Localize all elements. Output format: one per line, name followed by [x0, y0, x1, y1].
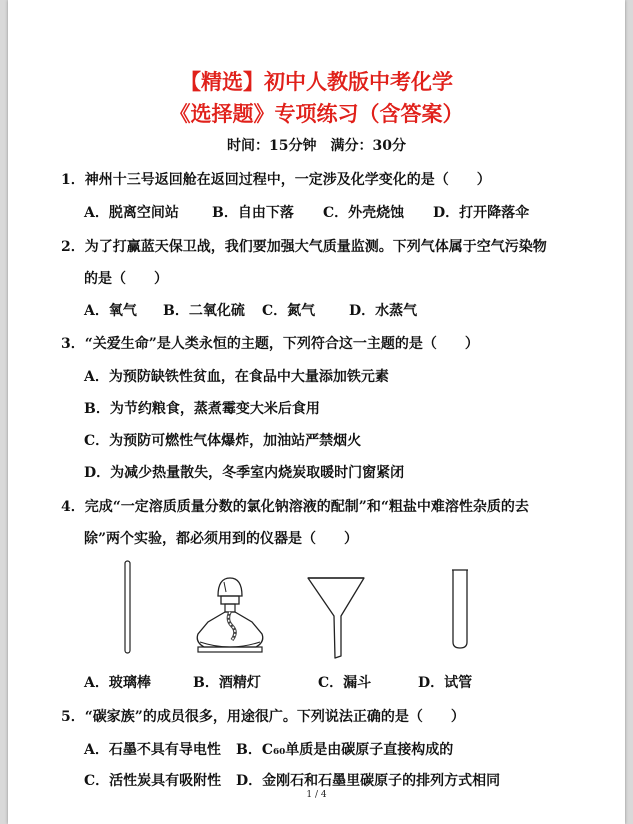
question-2-option-d: D．水蒸气 [349, 303, 418, 319]
question-4-option-b: B．酒精灯 [193, 675, 261, 691]
question-3-option-b: B．为节约粮食，蒸煮霉变大米后食用 [84, 401, 320, 417]
question-4-stem-line-2: 除”两个实验，都必须用到的仪器是（ ） [84, 531, 359, 547]
title-line-1: 【精选】初中人教版中考化学 [180, 70, 453, 94]
question-2-option-b: B．二氧化硫 [163, 303, 245, 319]
question-1-option-a: A．脱离空间站 [84, 205, 179, 221]
question-1-option-d: D．打开降落伞 [433, 205, 530, 221]
question-2-stem-line-1: 2．为了打赢蓝天保卫战，我们要加强大气质量监测。下列气体属于空气污染物 [61, 239, 547, 255]
question-5-option-d: D．金刚石和石墨里碳原子的排列方式相同 [236, 773, 501, 789]
glass-rod-figure [118, 558, 138, 658]
question-4-stem-line-1: 4．完成“一定溶质质量分数的氯化钠溶液的配制”和“粗盐中难溶性杂质的去 [61, 499, 529, 515]
title-line-2: 《选择题》专项练习（含答案） [169, 102, 464, 126]
question-1-option-b: B．自由下落 [212, 205, 294, 221]
question-4-option-c: C．漏斗 [318, 675, 372, 691]
test-tube-figure [448, 566, 472, 652]
question-5-stem: 5．“碳家族”的成员很多，用途很广。下列说法正确的是（ ） [61, 709, 465, 725]
question-4-option-a: A．玻璃棒 [84, 675, 151, 691]
question-1-option-c: C．外壳烧蚀 [323, 205, 405, 221]
question-2-stem-line-2: 的是（ ） [84, 271, 168, 287]
question-4-option-d: D．试管 [418, 675, 473, 691]
question-3-option-d: D．为减少热量散失，冬季室内烧炭取暖时门窗紧闭 [84, 465, 405, 481]
page-number: 1 / 4 [306, 790, 327, 800]
question-1-stem: 1．神州十三号返回舱在返回过程中，一定涉及化学变化的是（ ） [61, 172, 491, 188]
funnel-figure [305, 574, 367, 660]
alcohol-lamp-figure [190, 572, 270, 658]
question-3-option-c: C．为预防可燃性气体爆炸，加油站严禁烟火 [84, 433, 362, 449]
question-2-option-a: A．氧气 [84, 303, 137, 319]
question-5-option-c: C．活性炭具有吸附性 [84, 773, 222, 789]
question-2-option-c: C．氮气 [262, 303, 316, 319]
question-3-option-a: A．为预防缺铁性贫血，在食品中大量添加铁元素 [84, 369, 389, 385]
question-5-option-b: B．C₆₀单质是由碳原子直接构成的 [236, 742, 454, 758]
time-info: 时间：15分钟 满分：30分 [227, 138, 406, 154]
question-5-option-a: A．石墨不具有导电性 [84, 742, 221, 758]
question-3-stem: 3．“关爱生命”是人类永恒的主题，下列符合这一主题的是（ ） [61, 336, 479, 352]
